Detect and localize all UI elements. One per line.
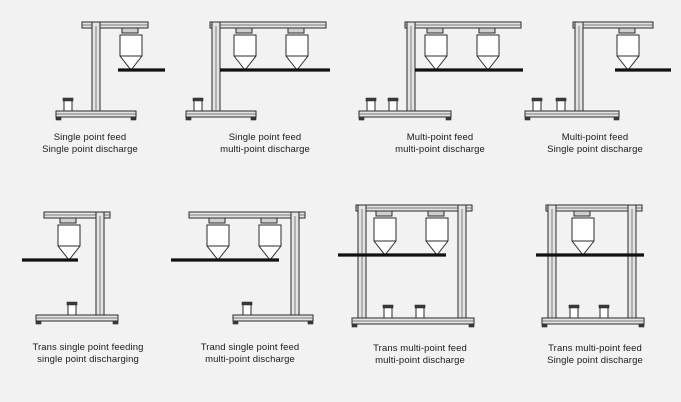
diagram-caption-2 [180,132,350,156]
diagram-caption-4 [515,132,675,156]
caption-line: Trans single point feeding [32,342,144,353]
diagram-cell-7 [330,195,510,365]
diagram-cell-2 [180,8,350,163]
diagram-cell-3 [355,8,525,163]
diagram-cell-4 [515,8,675,163]
diagram-caption-6 [165,342,335,366]
caption-line: Trand single point feed [200,342,300,353]
caption-line: single point discharging [37,354,139,365]
diagram-trand-single-point-feed-multi-point-discharge [165,200,335,340]
diagram-trans-multi-point-feed-single-point-discharge [510,195,680,343]
caption-line: multi-point discharge [395,144,485,155]
diagram-cell-8 [510,195,680,365]
caption-line: Single point feed [228,132,302,143]
diagram-multi-point-feed-single-point-discharge [515,8,675,130]
caption-line: multi-point discharge [205,354,295,365]
diagram-trans-single-point-feeding-single-point-discharging [8,200,168,340]
caption-line: Single point discharge [547,355,643,366]
diagram-single-point-feed-multi-point-discharge [180,8,350,130]
diagram-single-point-feed-single-point-discharge [10,8,170,130]
caption-line: Trans multi-point feed [373,343,467,354]
diagram-caption-5 [8,342,168,366]
diagram-cell-1 [10,8,170,163]
caption-line: Multi-point feed [561,132,629,143]
diagram-cell-6 [165,200,335,365]
caption-line: Single point feed [53,132,127,143]
diagram-caption-8 [510,343,680,367]
diagram-caption-3 [355,132,525,156]
caption-line: Multi-point feed [406,132,474,143]
caption-line: Trans multi-point feed [548,343,642,354]
diagram-trans-multi-point-feed-multi-point-discharge [330,195,510,343]
diagram-cell-5 [8,200,168,365]
diagram-caption-7 [330,343,510,367]
diagram-caption-1 [10,132,170,156]
caption-line: Single point discharge [547,144,643,155]
caption-line: multi-point discharge [375,355,465,366]
diagram-multi-point-feed-multi-point-discharge [355,8,525,130]
caption-line: multi-point discharge [220,144,310,155]
caption-line: Single point discharge [42,144,138,155]
